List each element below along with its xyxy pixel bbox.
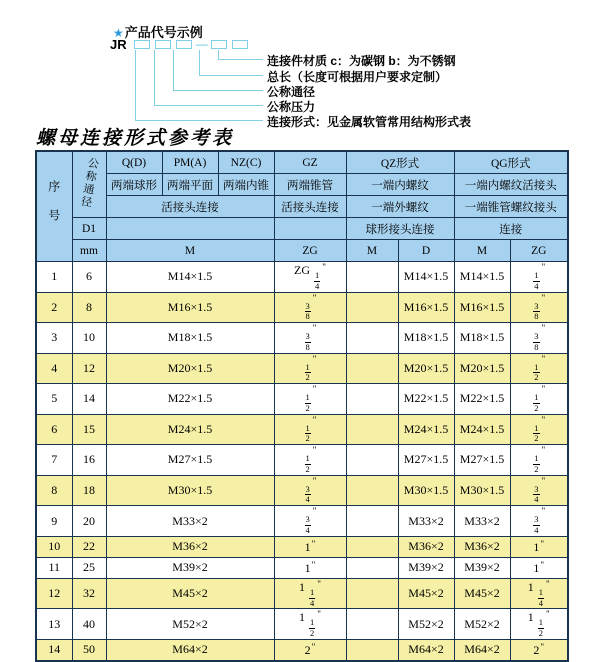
cell-serial: 5 <box>36 384 72 415</box>
cell-qg-zg: 1" <box>510 557 568 578</box>
cell-qg-zg: $\frac{3}{8}$ " <box>510 292 568 323</box>
cell-dn: 20 <box>72 506 106 537</box>
product-code-row <box>110 38 251 50</box>
header-ball-joint: 球形接头连接 <box>346 218 454 240</box>
cell-qz-d: M39×2 <box>398 557 454 578</box>
cell-qg-m: M39×2 <box>454 557 510 578</box>
header-empty-gz <box>274 218 346 240</box>
cell-qz-m <box>346 557 398 578</box>
cell-dn: 18 <box>72 475 106 506</box>
cell-m: M52×2 <box>106 609 274 640</box>
cell-qg-m: M33×2 <box>454 506 510 537</box>
cell-dn: 6 <box>72 262 106 293</box>
code-label-material: 连接件材质 c：为碳钢 b：为不锈钢 <box>267 54 456 68</box>
table-header <box>36 151 568 262</box>
header-ends-qz: 一端内螺纹 <box>346 174 454 196</box>
table-row <box>36 353 568 384</box>
header-connect: 连接 <box>454 218 568 240</box>
cell-m: M18×1.5 <box>106 323 274 354</box>
cell-dn: 40 <box>72 609 106 640</box>
cell-qg-zg: $\frac{1}{2}$ " <box>510 353 568 384</box>
connector-line <box>135 50 136 120</box>
cell-qz-m <box>346 639 398 661</box>
header-unit-qg-m: M <box>454 240 510 262</box>
header-empty-m <box>106 218 274 240</box>
connector-line <box>199 75 263 76</box>
cell-qz-m <box>346 414 398 445</box>
table-body <box>36 262 568 661</box>
cell-qz-d: M24×1.5 <box>398 414 454 445</box>
connector-line <box>218 59 263 60</box>
cell-dn: 15 <box>72 414 106 445</box>
cell-dn: 25 <box>72 557 106 578</box>
cell-m: M39×2 <box>106 557 274 578</box>
cell-gz: 1 $\frac{1}{4}$ " <box>274 578 346 609</box>
cell-qg-zg: $\frac{1}{2}$ " <box>510 414 568 445</box>
cell-gz: 2" <box>274 639 346 661</box>
code-separator: — <box>195 36 208 51</box>
cell-qg-zg: $\frac{1}{4}$ " <box>510 262 568 293</box>
cell-qz-d: M18×1.5 <box>398 323 454 354</box>
cell-qz-d: M16×1.5 <box>398 292 454 323</box>
header-joint-gz: 活接头连接 <box>274 196 346 218</box>
connector-line <box>173 50 174 90</box>
cell-gz: $\frac{3}{4}$ " <box>274 475 346 506</box>
connector-line <box>154 105 263 106</box>
cell-gz: ZG $\frac{1}{4}$ " <box>274 262 346 293</box>
cell-dn: 22 <box>72 536 106 557</box>
cell-serial: 2 <box>36 292 72 323</box>
cell-qg-m: M27×1.5 <box>454 445 510 476</box>
cell-qg-m: M18×1.5 <box>454 323 510 354</box>
cell-qg-zg: $\frac{3}{4}$ " <box>510 506 568 537</box>
header-unit-m-span: M <box>106 240 274 262</box>
cell-qz-m <box>346 323 398 354</box>
cell-qz-m <box>346 445 398 476</box>
code-prefix: JR <box>110 36 127 52</box>
table-row <box>36 445 568 476</box>
cell-qz-d: M52×2 <box>398 609 454 640</box>
connector-line <box>135 120 263 121</box>
header-taper-thread: 一端锥管螺纹接头 <box>454 196 568 218</box>
header-ends-gz: 两端锥管 <box>274 174 346 196</box>
cell-serial: 6 <box>36 414 72 445</box>
header-code-pma: PM(A) <box>162 151 218 174</box>
cell-qg-m: M20×1.5 <box>454 353 510 384</box>
cell-qz-m <box>346 578 398 609</box>
table-row <box>36 475 568 506</box>
header-code-nzc: NZ(C) <box>218 151 274 174</box>
header-serial: 序号 <box>36 151 72 262</box>
code-label-connection: 连接形式：见金属软管常用结构形式表 <box>267 115 472 129</box>
table-row <box>36 639 568 661</box>
cell-qz-m <box>346 536 398 557</box>
cell-qz-d: M45×2 <box>398 578 454 609</box>
cell-gz: 1" <box>274 557 346 578</box>
cell-gz: $\frac{3}{8}$ " <box>274 292 346 323</box>
cell-qg-m: M22×1.5 <box>454 384 510 415</box>
cell-qz-m <box>346 506 398 537</box>
cell-m: M20×1.5 <box>106 353 274 384</box>
cell-serial: 12 <box>36 578 72 609</box>
table-title: 螺母连接形式参考表 <box>36 127 235 149</box>
cell-dn: 14 <box>72 384 106 415</box>
cell-qz-d: M33×2 <box>398 506 454 537</box>
code-label-length: 总长（长度可根据用户要求定制） <box>267 70 448 84</box>
cell-dn: 16 <box>72 445 106 476</box>
cell-gz: $\frac{1}{2}$ " <box>274 384 346 415</box>
table-row <box>36 578 568 609</box>
header-ends-pma: 两端平面 <box>162 174 218 196</box>
product-code-title: 产品代号示例 <box>124 25 203 40</box>
cell-qg-m: M45×2 <box>454 578 510 609</box>
cell-qg-zg: 1 $\frac{1}{2}$ " <box>510 609 568 640</box>
header-nominal-diameter: 公称通径 <box>72 151 106 218</box>
cell-qz-m <box>346 353 398 384</box>
code-label-diameter: 公称通径 <box>267 85 316 99</box>
cell-m: M33×2 <box>106 506 274 537</box>
cell-qg-zg: $\frac{3}{4}$ " <box>510 475 568 506</box>
table-row <box>36 557 568 578</box>
connector-line <box>154 50 155 105</box>
cell-gz: $\frac{1}{2}$ " <box>274 414 346 445</box>
header-unit-qz-d: D <box>398 240 454 262</box>
table-row <box>36 609 568 640</box>
cell-qz-d: M64×2 <box>398 639 454 661</box>
connector-line <box>199 50 200 75</box>
cell-qg-zg: 1" <box>510 536 568 557</box>
header-code-qg: QG形式 <box>454 151 568 174</box>
cell-m: M22×1.5 <box>106 384 274 415</box>
cell-qg-zg: 1 $\frac{1}{4}$ " <box>510 578 568 609</box>
cell-qg-m: M16×1.5 <box>454 292 510 323</box>
cell-qg-m: M52×2 <box>454 609 510 640</box>
star-icon: ★ <box>113 26 124 40</box>
connector-line <box>218 50 219 59</box>
cell-serial: 7 <box>36 445 72 476</box>
cell-dn: 8 <box>72 292 106 323</box>
table-row <box>36 536 568 557</box>
cell-gz: $\frac{1}{2}$ " <box>274 353 346 384</box>
header-ends-qg: 一端内螺纹活接头 <box>454 174 568 196</box>
cell-qz-m <box>346 262 398 293</box>
header-joint-left: 活接头连接 <box>106 196 274 218</box>
cell-m: M64×2 <box>106 639 274 661</box>
cell-gz: 1 $\frac{1}{2}$ " <box>274 609 346 640</box>
header-code-qz: QZ形式 <box>346 151 454 174</box>
cell-serial: 8 <box>36 475 72 506</box>
header-code-qd: Q(D) <box>106 151 162 174</box>
code-box-3 <box>176 40 192 49</box>
cell-qg-zg: $\frac{1}{2}$ " <box>510 384 568 415</box>
cell-gz: 1" <box>274 536 346 557</box>
cell-serial: 9 <box>36 506 72 537</box>
cell-m: M14×1.5 <box>106 262 274 293</box>
cell-dn: 50 <box>72 639 106 661</box>
header-external-thread: 一端外螺纹 <box>346 196 454 218</box>
cell-dn: 10 <box>72 323 106 354</box>
cell-serial: 10 <box>36 536 72 557</box>
code-box-4 <box>211 40 227 49</box>
cell-qg-zg: $\frac{3}{8}$ " <box>510 323 568 354</box>
table-row <box>36 506 568 537</box>
cell-gz: $\frac{1}{2}$ " <box>274 445 346 476</box>
cell-m: M16×1.5 <box>106 292 274 323</box>
cell-dn: 32 <box>72 578 106 609</box>
connector-line <box>173 90 263 91</box>
cell-qg-m: M14×1.5 <box>454 262 510 293</box>
table-row <box>36 292 568 323</box>
nut-connection-table <box>35 150 569 662</box>
cell-qz-d: M20×1.5 <box>398 353 454 384</box>
cell-qg-m: M36×2 <box>454 536 510 557</box>
cell-m: M30×1.5 <box>106 475 274 506</box>
table-row <box>36 414 568 445</box>
cell-qz-m <box>346 475 398 506</box>
header-unit-qg-zg: ZG <box>510 240 568 262</box>
cell-serial: 14 <box>36 639 72 661</box>
header-ends-qd: 两端球形 <box>106 174 162 196</box>
table-row <box>36 262 568 293</box>
cell-qg-zg: $\frac{1}{2}$ " <box>510 445 568 476</box>
cell-m: M24×1.5 <box>106 414 274 445</box>
cell-m: M27×1.5 <box>106 445 274 476</box>
cell-serial: 4 <box>36 353 72 384</box>
cell-qz-d: M22×1.5 <box>398 384 454 415</box>
cell-m: M45×2 <box>106 578 274 609</box>
cell-qz-d: M27×1.5 <box>398 445 454 476</box>
cell-gz: $\frac{3}{8}$ " <box>274 323 346 354</box>
code-label-pressure: 公称压力 <box>267 100 316 114</box>
header-ends-nzc: 两端内锥 <box>218 174 274 196</box>
cell-m: M36×2 <box>106 536 274 557</box>
cell-qz-d: M36×2 <box>398 536 454 557</box>
cell-qg-zg: 2" <box>510 639 568 661</box>
code-box-1 <box>134 40 150 49</box>
cell-serial: 3 <box>36 323 72 354</box>
header-unit-zg: ZG <box>274 240 346 262</box>
code-box-5 <box>232 40 248 49</box>
cell-gz: $\frac{3}{4}$ " <box>274 506 346 537</box>
cell-qz-m <box>346 292 398 323</box>
table-row <box>36 323 568 354</box>
cell-serial: 11 <box>36 557 72 578</box>
header-unit-qz-m: M <box>346 240 398 262</box>
cell-qz-d: M14×1.5 <box>398 262 454 293</box>
header-mm: mm <box>72 240 106 262</box>
cell-qz-d: M30×1.5 <box>398 475 454 506</box>
header-code-gz: GZ <box>274 151 346 174</box>
cell-dn: 12 <box>72 353 106 384</box>
header-d1: D1 <box>72 218 106 240</box>
cell-qg-m: M24×1.5 <box>454 414 510 445</box>
cell-serial: 1 <box>36 262 72 293</box>
table-row <box>36 384 568 415</box>
code-box-2 <box>155 40 171 49</box>
cell-qz-m <box>346 609 398 640</box>
cell-serial: 13 <box>36 609 72 640</box>
cell-qz-m <box>346 384 398 415</box>
cell-qg-m: M30×1.5 <box>454 475 510 506</box>
cell-qg-m: M64×2 <box>454 639 510 661</box>
